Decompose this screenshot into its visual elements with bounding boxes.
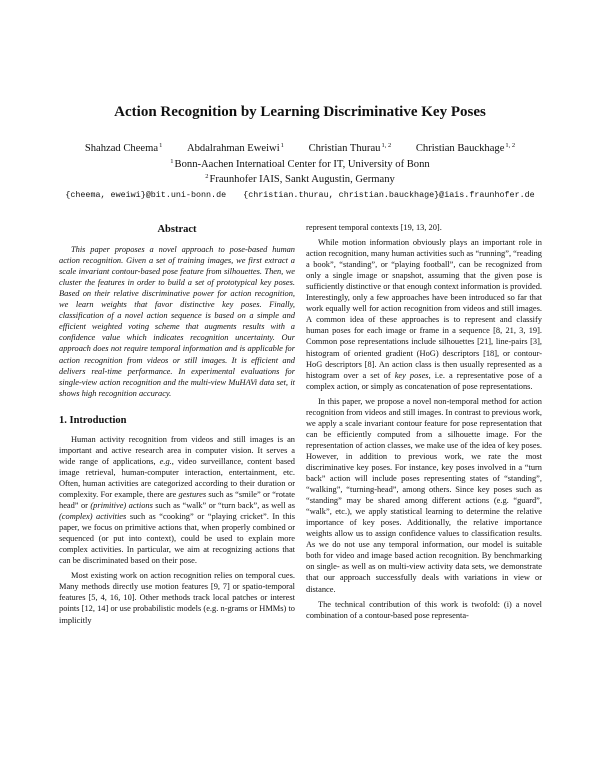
author: Christian Bauckhage$^{1, 2}$ xyxy=(415,142,516,154)
paragraph: represent temporal contexts [19, 13, 20]. xyxy=(306,223,442,232)
paragraph: Human activity recognition from videos and still images is an important and active research area in computer vision. It serves a wide range of applications, e.g., video surveillance, content based image retrieval, human-computer interaction, entertainment, etc. Often, human activities are categorized according to their duration or complexity. For example, there are gestures such as “smile” or “rotate head” or (primitive) actions such as “walk” or “turn back”, as well as (complex) activities such as “cooking” or “playing cricket”. In this paper, we focus on primitive actions that, when properly combined or sequenced (or put into context), could be used to explain more complex activities. In particular, we aim at recognizing actions that can be discriminated based on their pose. xyxy=(59,434,295,566)
affiliation: $^2$Fraunhofer IAIS, Sankt Augustin, Germany xyxy=(205,173,395,185)
paper-title: Action Recognition by Learning Discriminative Key Poses xyxy=(114,104,486,120)
left-column xyxy=(59,224,295,630)
author: Abdalrahman Eweiwi$^1$ xyxy=(186,142,284,154)
right-column xyxy=(306,222,542,625)
author-block xyxy=(0,140,600,201)
email: {cheema, eweiwi}@bit.uni-bonn.de xyxy=(65,189,227,200)
author: Christian Thurau$^{1, 2}$ xyxy=(308,142,392,154)
author: Shahzad Cheema$^1$ xyxy=(84,142,163,154)
paragraph: Most existing work on action recognition relies on temporal cues. Many methods directly use motion features [9, 7] or spatio-temporal features [5, 4, 16, 10]. Other methods track local patches or interest points [12, 14] or use probabilistic models (e.g. n-grams or HMMs) to implicitly xyxy=(59,571,295,625)
author-list xyxy=(0,140,600,156)
paragraph: While motion information obviously plays an important role in action recognition, many human activities such as “running”, “reading a book”, “standing”, or “playing football”, can be recognized from only a single image or snapshot, assuming that the given pose is sufficiently distinctive or that enough context information is provided. Interestingly, only a few approaches have been introduced so far that work equally well for action recognition from videos and still images. A common idea of these approaches is to represent and classify human poses for each image or frame in a sequence [8, 21, 3, 19]. Common pose representations include silhouettes [21], line-pairs [3], histogram of oriented gradient (HoG) descriptors [18], or contour-HoG descriptors [8]. An action class is then usually represented as a histogram over a set of key poses, i.e. a representative pose of a complex action, or simply as concatenation of pose representations. xyxy=(306,238,543,391)
paragraph: The technical contribution of this work is twofold: (i) a novel combination of a contour-based pose representa- xyxy=(306,599,542,620)
affiliation: $^1$Bonn-Aachen Internatioal Center for IT, University of Bonn xyxy=(170,157,430,170)
abstract-heading: Abstract xyxy=(157,224,197,235)
abstract-text: This paper proposes a novel approach to pose-based human action recognition. Given a set of training images, we first extract a scale invariant contour-based pose feature from silhouettes. Then, we cluster the features in order to build a set of prototypical key poses. Based on their relative discriminative power for action recognition, we learn weights that favor distinctive key poses. Finally, classification of a novel action sequence is based on a simple and efficient weighted voting scheme that augments results with a confidence value which indicates recognition uncertainty. Our approach does not require temporal information and is applicable for action recognition from videos or still images. It is efficient and delivers real-time performance. In experimental evaluations for single-view action recognition and the multi-view MuHAVi data set, it shows high recognition accuracy. xyxy=(59,245,295,398)
paragraph: In this paper, we propose a novel non-temporal method for action recognition from videos and still images. In contrast to previous work, we apply a scale invariant contour feature for pose representation that can be efficiently computed from a silhouette image. For the representation of action classes, we make use of the idea of key poses. However, in addition to previous work, we rate the most discriminative key poses. For instance, key poses involved in a “turn back” action will include poses representing states of “standing”, “walking”, “turning-head”, among others. Since key poses such as “standing” may be shared among different actions (e.g. “guard”, “walk”, etc.), we apply statistical learning to determine the relative importance of key poses. Additionally, the relative importance weights allow us to assign confidence values to classification results. As we do not use any temporal information, our model is suitable both for video and image based action recognition. By benchmarking on single- as well as on multi-view activity data sets, we demonstrate that our approach successfully deals with variations in view or distance. xyxy=(306,396,542,594)
email: {christian.thurau, christian.bauckhage}@iais.fraunhofer.de xyxy=(243,189,535,200)
section-heading-introduction: 1. Introduction xyxy=(59,414,127,426)
email-list xyxy=(0,189,600,202)
